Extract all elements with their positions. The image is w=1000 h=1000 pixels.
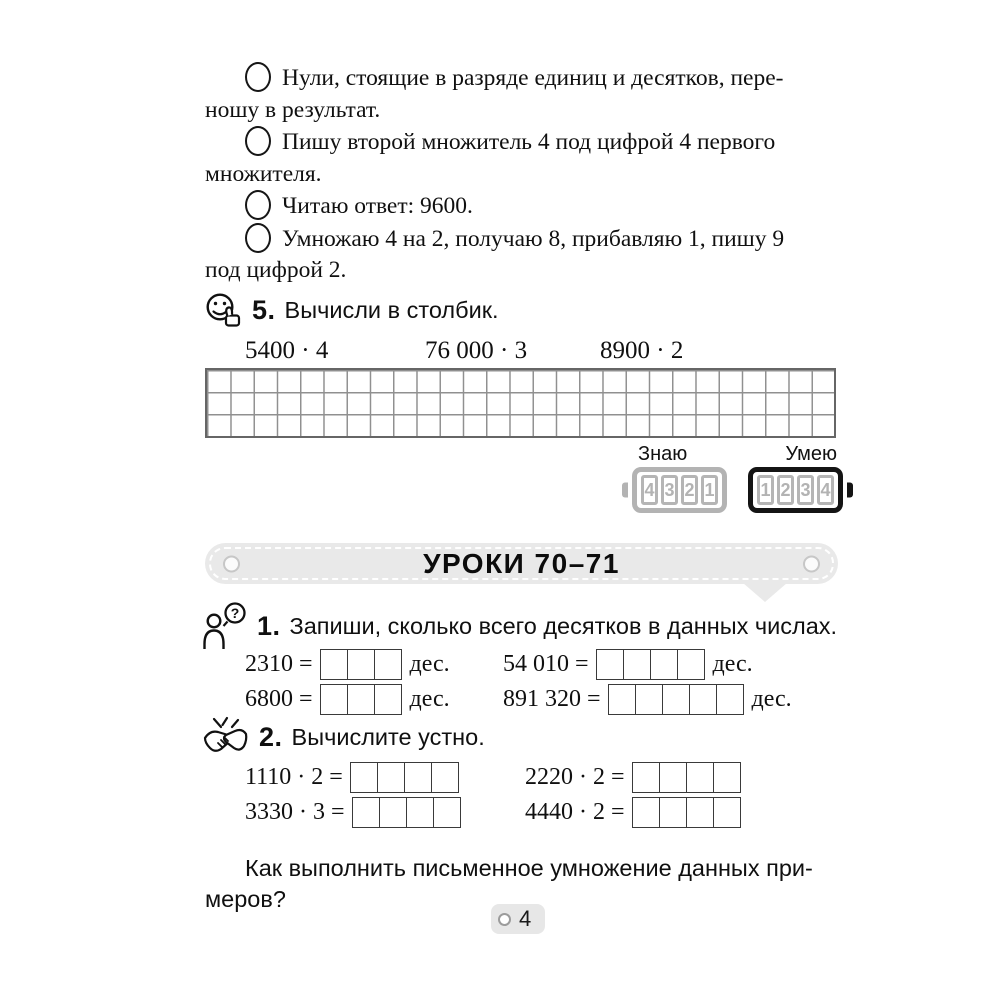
equation-expression: 2310 =	[245, 650, 313, 677]
smiley-thumbs-up-icon	[203, 292, 243, 329]
step-item	[205, 62, 905, 126]
equation-suffix: дес.	[712, 650, 753, 677]
task2-header	[202, 716, 485, 758]
battery-cell[interactable]: 2	[777, 475, 794, 505]
answer-cell[interactable]	[609, 685, 635, 714]
question-text: Как выполнить письменное умножение данных при-	[245, 854, 813, 881]
equation-item	[245, 683, 503, 715]
step-circle-checkbox[interactable]	[245, 62, 271, 92]
answer-cell[interactable]	[406, 798, 433, 827]
answer-cell[interactable]	[321, 685, 347, 714]
answer-cell[interactable]	[431, 763, 458, 792]
equation-item	[245, 648, 503, 680]
battery-nub	[622, 483, 628, 498]
task5-number: 5.	[252, 295, 276, 325]
answer-cell[interactable]	[404, 763, 431, 792]
equation-expression: 3330 · 3 =	[245, 798, 345, 825]
progress-indicators	[632, 444, 843, 513]
answer-cell[interactable]	[689, 685, 716, 714]
task5-problems	[0, 337, 1000, 367]
equation-suffix: дес.	[409, 685, 450, 712]
question-text: меров?	[205, 885, 286, 912]
answer-cell[interactable]	[353, 798, 379, 827]
answer-cell[interactable]	[635, 685, 662, 714]
lesson-banner	[205, 543, 838, 584]
task2-equations	[245, 761, 741, 828]
step-text: Читаю ответ: 9600.	[282, 193, 473, 219]
answer-box[interactable]	[632, 762, 741, 793]
answer-cell[interactable]	[677, 650, 704, 679]
battery-cell[interactable]: 4	[641, 475, 658, 505]
answer-cell[interactable]	[321, 650, 347, 679]
page-number: 4	[519, 906, 532, 931]
answer-cell[interactable]	[659, 763, 686, 792]
equation-item	[245, 796, 525, 828]
step-text: множителя.	[205, 160, 322, 187]
step-text: Нули, стоящие в разряде единиц и десятков, пере-	[282, 65, 784, 91]
answer-box[interactable]	[320, 684, 402, 715]
answer-box[interactable]	[320, 649, 402, 680]
answer-cell[interactable]	[713, 798, 740, 827]
equation-expression: 2220 · 2 =	[525, 763, 625, 790]
task2-instruction: Вычислите устно.	[291, 723, 485, 750]
answer-cell[interactable]	[650, 650, 677, 679]
answer-cell[interactable]	[347, 650, 374, 679]
battery-cell[interactable]: 3	[797, 475, 814, 505]
banner-tail	[743, 583, 787, 602]
task5-instruction: Вычисли в столбик.	[284, 297, 499, 323]
battery-cell[interactable]: 3	[661, 475, 678, 505]
equation-suffix: дес.	[751, 685, 792, 712]
answer-cell[interactable]	[716, 685, 743, 714]
step-circle-checkbox[interactable]	[245, 190, 271, 220]
answer-cell[interactable]	[623, 650, 650, 679]
answer-cell[interactable]	[351, 763, 377, 792]
equation-item	[525, 796, 741, 828]
handshake-icon	[202, 716, 250, 758]
equation-expression: 891 320 =	[503, 685, 601, 712]
can-label: Умею	[785, 443, 837, 465]
calculation-grid[interactable]	[205, 368, 836, 438]
answer-cell[interactable]	[633, 798, 659, 827]
lesson-title: УРОКИ 70–71	[423, 548, 620, 579]
battery-cell[interactable]: 2	[681, 475, 698, 505]
task2-number: 2.	[259, 721, 283, 752]
answer-cell[interactable]	[633, 763, 659, 792]
equation-expression: 6800 =	[245, 685, 313, 712]
answer-box[interactable]	[350, 762, 459, 793]
step-text: под цифрой 2.	[205, 257, 347, 283]
answer-cell[interactable]	[662, 685, 689, 714]
task1-number: 1.	[257, 610, 281, 641]
know-indicator	[632, 444, 727, 513]
task1-equations	[245, 648, 792, 715]
step-item	[205, 126, 905, 190]
equation-item	[503, 648, 792, 680]
battery-cell[interactable]: 1	[701, 475, 718, 505]
person-question-icon	[202, 602, 248, 650]
answer-cell[interactable]	[433, 798, 460, 827]
answer-cell[interactable]	[686, 798, 713, 827]
answer-cell[interactable]	[659, 798, 686, 827]
equation-item	[245, 761, 525, 793]
task1-header	[202, 602, 837, 650]
problem-expression: 76 000 · 3	[425, 337, 528, 364]
answer-cell[interactable]	[597, 650, 623, 679]
know-battery	[632, 467, 727, 513]
equation-expression: 4440 · 2 =	[525, 798, 625, 825]
equation-expression: 54 010 =	[503, 650, 589, 677]
task1-instruction: Запиши, сколько всего десятков в данных числах.	[289, 612, 838, 639]
answer-box[interactable]	[608, 684, 744, 715]
step-item	[205, 190, 905, 223]
equation-expression: 1110 · 2 =	[245, 763, 343, 790]
step-item	[205, 223, 905, 287]
svg-text:?: ?	[230, 605, 240, 621]
problem-expression: 5400 · 4	[245, 337, 329, 364]
step-text: Пишу второй множитель 4 под цифрой 4 первого	[282, 129, 776, 155]
know-label: Знаю	[638, 443, 688, 465]
step-text: Умножаю 4 на 2, получаю 8, прибавляю 1, пишу 9	[282, 225, 785, 252]
answer-cell[interactable]	[374, 685, 401, 714]
step-text: ношу в результат.	[205, 96, 381, 123]
equation-suffix: дес.	[409, 650, 450, 677]
answer-cell[interactable]	[347, 685, 374, 714]
battery-cell[interactable]: 4	[817, 475, 834, 505]
answer-cell[interactable]	[374, 650, 401, 679]
answer-cell[interactable]	[377, 763, 404, 792]
answer-box[interactable]	[596, 649, 705, 680]
page-number-badge	[491, 904, 545, 934]
answer-cell[interactable]	[379, 798, 406, 827]
answer-box[interactable]	[352, 797, 461, 828]
equation-item	[525, 761, 741, 793]
can-indicator	[748, 444, 843, 513]
answer-box[interactable]	[632, 797, 741, 828]
step-circle-checkbox[interactable]	[245, 126, 271, 156]
step-circle-checkbox[interactable]	[245, 223, 271, 253]
battery-cell[interactable]: 1	[757, 475, 774, 505]
can-battery	[748, 467, 843, 513]
battery-nub	[847, 483, 853, 498]
ring-icon	[498, 913, 511, 926]
task5-header	[203, 292, 499, 329]
problem-expression: 8900 · 2	[600, 337, 684, 364]
answer-cell[interactable]	[713, 763, 740, 792]
intro-steps	[205, 62, 905, 287]
answer-cell[interactable]	[686, 763, 713, 792]
equation-item	[503, 683, 792, 715]
